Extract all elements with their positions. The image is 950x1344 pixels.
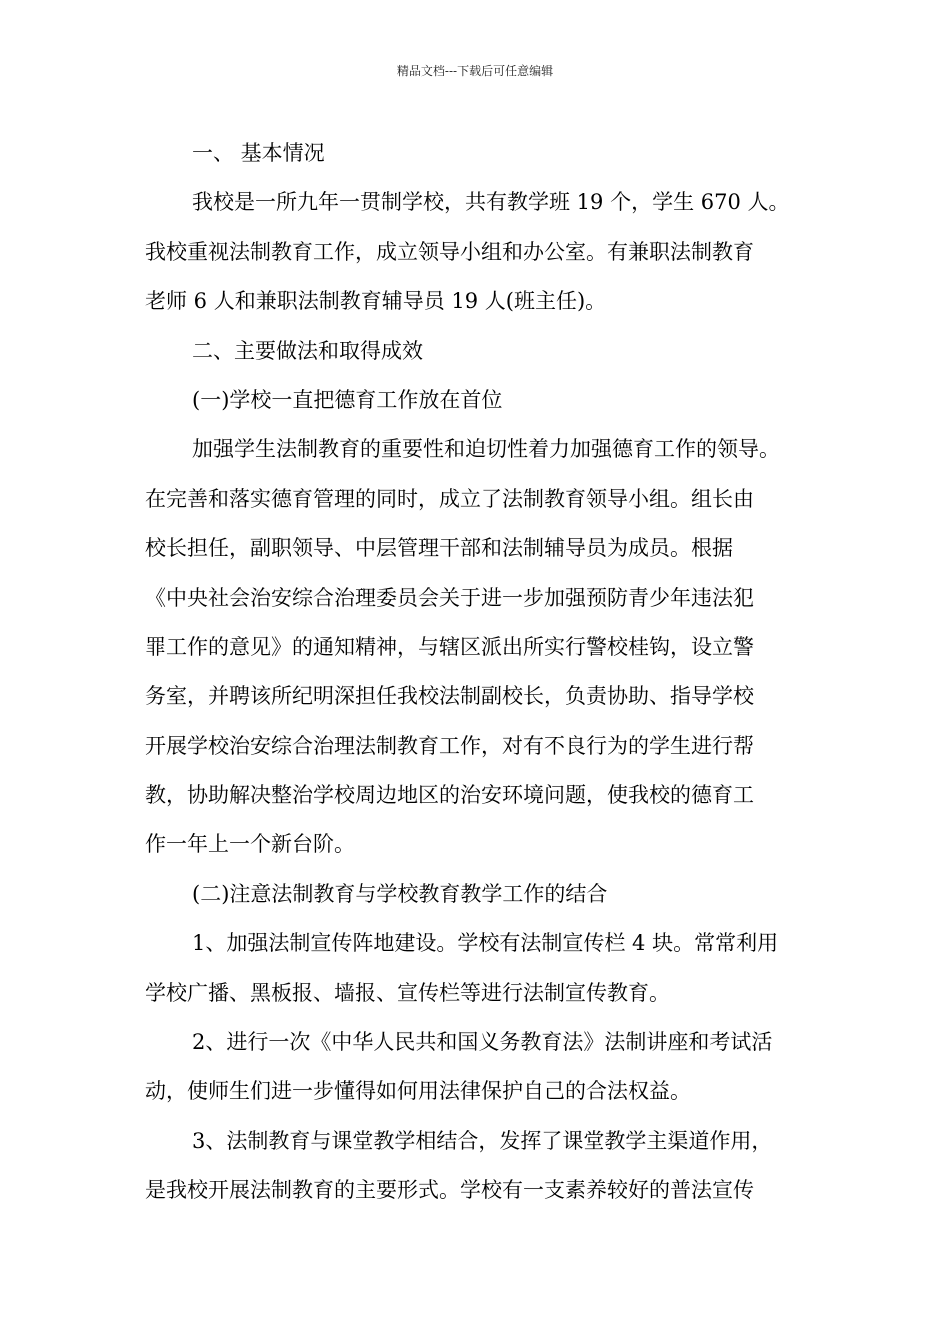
paragraph-line: 2、进行一次《中华人民共和国义务教育法》法制讲座和考试活 xyxy=(192,1030,773,1055)
paragraph-line: 加强学生法制教育的重要性和迫切性着力加强德育工作的领导。 xyxy=(192,437,780,462)
paragraph-line: 开展学校治安综合治理法制教育工作，对有不良行为的学生进行帮 xyxy=(145,733,754,758)
paragraph-line: 务室，并聘该所纪明深担任我校法制副校长，负责协助、指导学校 xyxy=(145,684,754,709)
paragraph-line: 在完善和落实德育管理的同时，成立了法制教育领导小组。组长由 xyxy=(145,486,754,511)
section-heading-main-practices: 二、主要做法和取得成效 xyxy=(192,338,423,363)
paragraph-line: 校长担任，副职领导、中层管理干部和法制辅导员为成员。根据 xyxy=(145,536,733,561)
paragraph-line: 老师 6 人和兼职法制教育辅导员 19 人(班主任)。 xyxy=(145,289,607,314)
subheading-legal-education-integration: (二)注意法制教育与学校教育教学工作的结合 xyxy=(192,881,608,906)
paragraph-line: 《中央社会治安综合治理委员会关于进一步加强预防青少年违法犯 xyxy=(145,585,754,610)
paragraph-line: 我校重视法制教育工作，成立领导小组和办公室。有兼职法制教育 xyxy=(145,239,754,264)
page-header: 精品文档---下载后可任意编辑 xyxy=(396,64,554,78)
paragraph-line: 罪工作的意见》的通知精神，与辖区派出所实行警校桂钩，设立警 xyxy=(145,634,754,659)
subheading-moral-education: (一)学校一直把德育工作放在首位 xyxy=(192,387,503,412)
paragraph-line: 作一年上一个新台阶。 xyxy=(145,832,355,857)
document-body xyxy=(145,129,813,1216)
paragraph-line: 3、法制教育与课堂教学相结合，发挥了课堂教学主渠道作用， xyxy=(192,1128,773,1153)
paragraph-line: 我校是一所九年一贯制学校，共有教学班 19 个，学生 670 人。 xyxy=(192,190,790,215)
paragraph-line: 动，使师生们进一步懂得如何用法律保护自己的合法权益。 xyxy=(145,1079,691,1104)
paragraph-line: 是我校开展法制教育的主要形式。学校有一支素养较好的普法宣传 xyxy=(145,1178,754,1203)
paragraph-line: 1、加强法制宣传阵地建设。学校有法制宣传栏 4 块。常常利用 xyxy=(192,931,779,956)
section-heading-basic-info: 一、 基本情况 xyxy=(192,141,325,165)
paragraph-line: 学校广播、黑板报、墙报、宣传栏等进行法制宣传教育。 xyxy=(145,980,670,1005)
paragraph-line: 教，协助解决整治学校周边地区的治安环境问题，使我校的德育工 xyxy=(145,783,754,808)
